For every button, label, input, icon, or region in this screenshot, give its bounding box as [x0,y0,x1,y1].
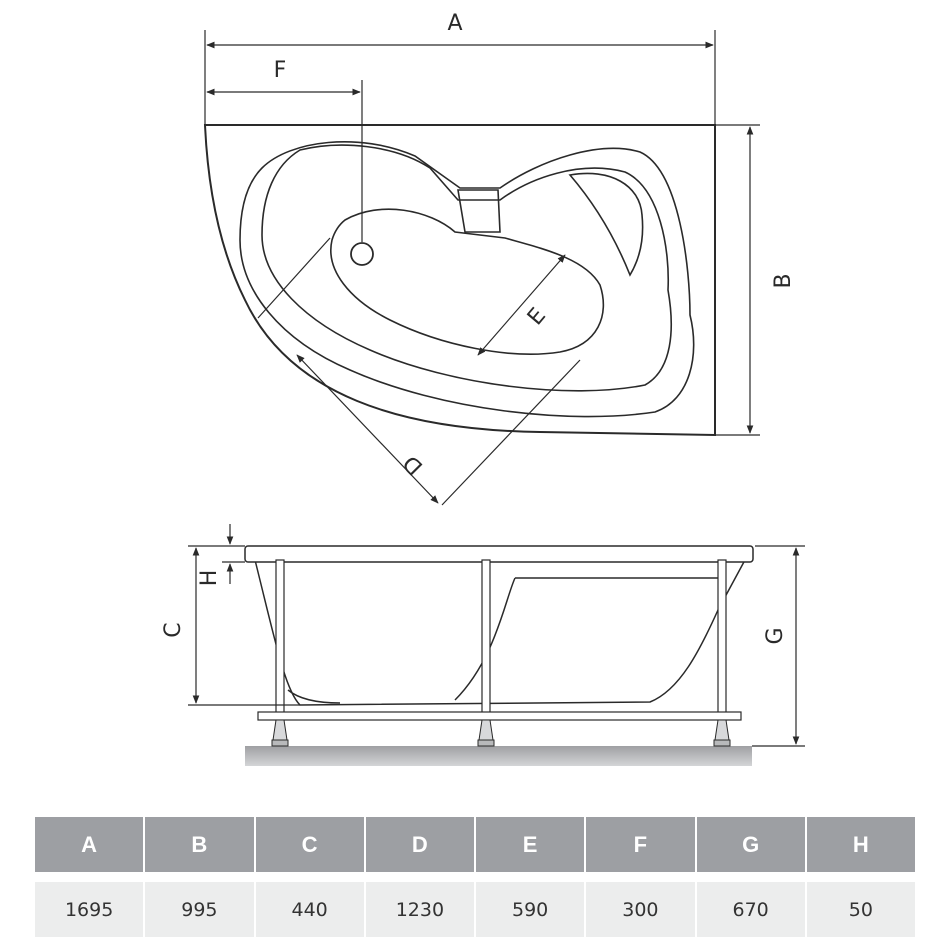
headrest [458,190,500,232]
basin-floor [331,209,604,354]
value-cell: 50 [807,882,915,937]
value-cell: 995 [145,882,253,937]
foot-left [273,720,287,740]
frame-leg-middle [482,560,490,720]
floor [245,746,752,766]
label-c: C [161,622,186,638]
tub-body [255,560,745,705]
table-separator [35,872,915,882]
tub-inner-edge [262,145,671,391]
header-cell: D [366,817,474,872]
value-cell: 590 [476,882,584,937]
table-header-row [35,817,915,872]
label-f: F [273,58,287,83]
value-cell: 440 [256,882,364,937]
table-row [35,882,915,937]
frame-leg-left [276,560,284,720]
value-cell: 670 [697,882,805,937]
top-labels [274,11,796,479]
value-cell: 1230 [366,882,474,937]
frame-leg-right [718,560,726,720]
label-h: H [197,569,222,587]
header-cell: A [35,817,143,872]
armrest-curve [570,173,643,275]
header-cell: F [586,817,694,872]
dim-e-line [478,255,565,355]
tub-rim-slab [245,546,753,562]
value-cell: 300 [586,882,694,937]
header-cell: C [256,817,364,872]
top-view [205,125,715,435]
dimensions-table [33,817,917,937]
drain-circle [351,243,373,265]
header-cell: E [476,817,584,872]
header-cell: B [145,817,253,872]
header-cell: H [807,817,915,872]
label-e: E [522,303,552,331]
label-g: G [763,627,788,645]
value-cell: 1695 [35,882,143,937]
foot-middle [479,720,493,740]
foot-right [715,720,729,740]
label-a: A [447,11,463,36]
header-cell: G [697,817,805,872]
label-d: D [398,449,429,480]
side-view [245,546,753,766]
tub-outer-outline [205,125,715,435]
label-b: B [771,273,796,289]
frame-rail [258,712,741,720]
